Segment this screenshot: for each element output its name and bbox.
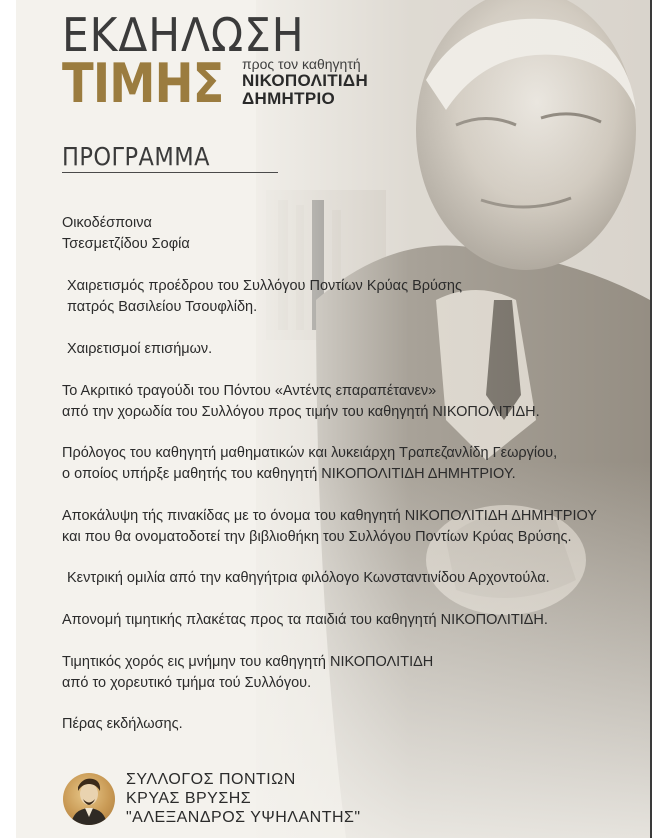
program-divider	[62, 172, 278, 173]
program-item-song: Το Ακριτικό τραγούδι του Πόντου «Αντέντς επαραπέτανεν» από την χορωδία του Συλλόγου προς τιμήν του καθηγητή ΝΙΚΟΠΟΛΙΤΙΔΗ.	[62, 383, 540, 420]
program-heading: ΠΡΟΓΡΑΜΜΑ	[62, 142, 210, 171]
title-honor: ΤΙΜΗΣ	[62, 52, 224, 115]
program-item-main-speech: Κεντρική ομιλία από την καθηγήτρια φιλόλογο Κωνσταντινίδου Αρχοντούλα.	[67, 570, 550, 586]
event-poster	[16, 0, 650, 838]
honoree-surname: ΝΙΚΟΠΟΛΙΤΙΔΗ	[242, 71, 369, 90]
association-name-line2: ΚΡΥΑΣ ΒΡΥΣΗΣ	[126, 790, 252, 807]
honoree-firstname: ΔΗΜΗΤΡΙΟ	[242, 89, 336, 108]
title-event: ΕΚΔΗΛΩΣΗ	[62, 8, 305, 62]
program-item-plaque-unveiling: Αποκάλυψη τής πινακίδας με το όνομα του καθηγητή ΝΙΚΟΠΟΛΙΤΙΔΗ ΔΗΜΗΤΡΙΟΥ και που θα ονοματοδοτεί την βιβλιοθήκη του Συλλόγου Ποντίων Κρύας Βρύσης.	[62, 508, 597, 545]
program-item-host: Οικοδέσποινα Τσεσμετζίδου Σοφία	[62, 215, 190, 252]
association-logo	[63, 773, 115, 825]
program-item-officials-greeting: Χαιρετισμοί επισήμων.	[67, 341, 213, 357]
association-name-line3: "ΑΛΕΞΑΝΔΡΟΣ ΥΨΗΛΑΝΤΗΣ"	[126, 809, 361, 826]
program-item-dance: Τιμητικός χορός εις μνήμην του καθηγητή ΝΙΚΟΠΟΛΙΤΙΔΗ από το χορευτικό τμήμα τού Συλλόγου.	[62, 654, 434, 691]
association-name-line1: ΣΥΛΛΟΓΟΣ ΠΟΝΤΙΩΝ	[126, 771, 296, 788]
program-item-president-greeting: Χαιρετισμός προέδρου του Συλλόγου Ποντίων Κρύας Βρύσης πατρός Βασιλείου Τσουφλίδη.	[67, 278, 462, 315]
title-subtitle: προς τον καθηγητή	[242, 56, 361, 72]
ypsilantis-portrait-icon	[63, 773, 115, 825]
program-item-prologue: Πρόλογος του καθηγητή μαθηματικών και λυκειάρχη Τραπεζανλίδη Γεωργίου, ο οποίος υπήρξε μαθητής του καθηγητή ΝΙΚΟΠΟΛΙΤΙΔΗ ΔΗΜΗΤΡΙΟΥ.	[62, 445, 558, 482]
program-item-award: Απονομή τιμητικής πλακέτας προς τα παιδιά του καθηγητή ΝΙΚΟΠΟΛΙΤΙΔΗ.	[62, 612, 548, 628]
poster-right-border	[650, 0, 652, 838]
program-item-end: Πέρας εκδήλωσης.	[62, 716, 183, 732]
